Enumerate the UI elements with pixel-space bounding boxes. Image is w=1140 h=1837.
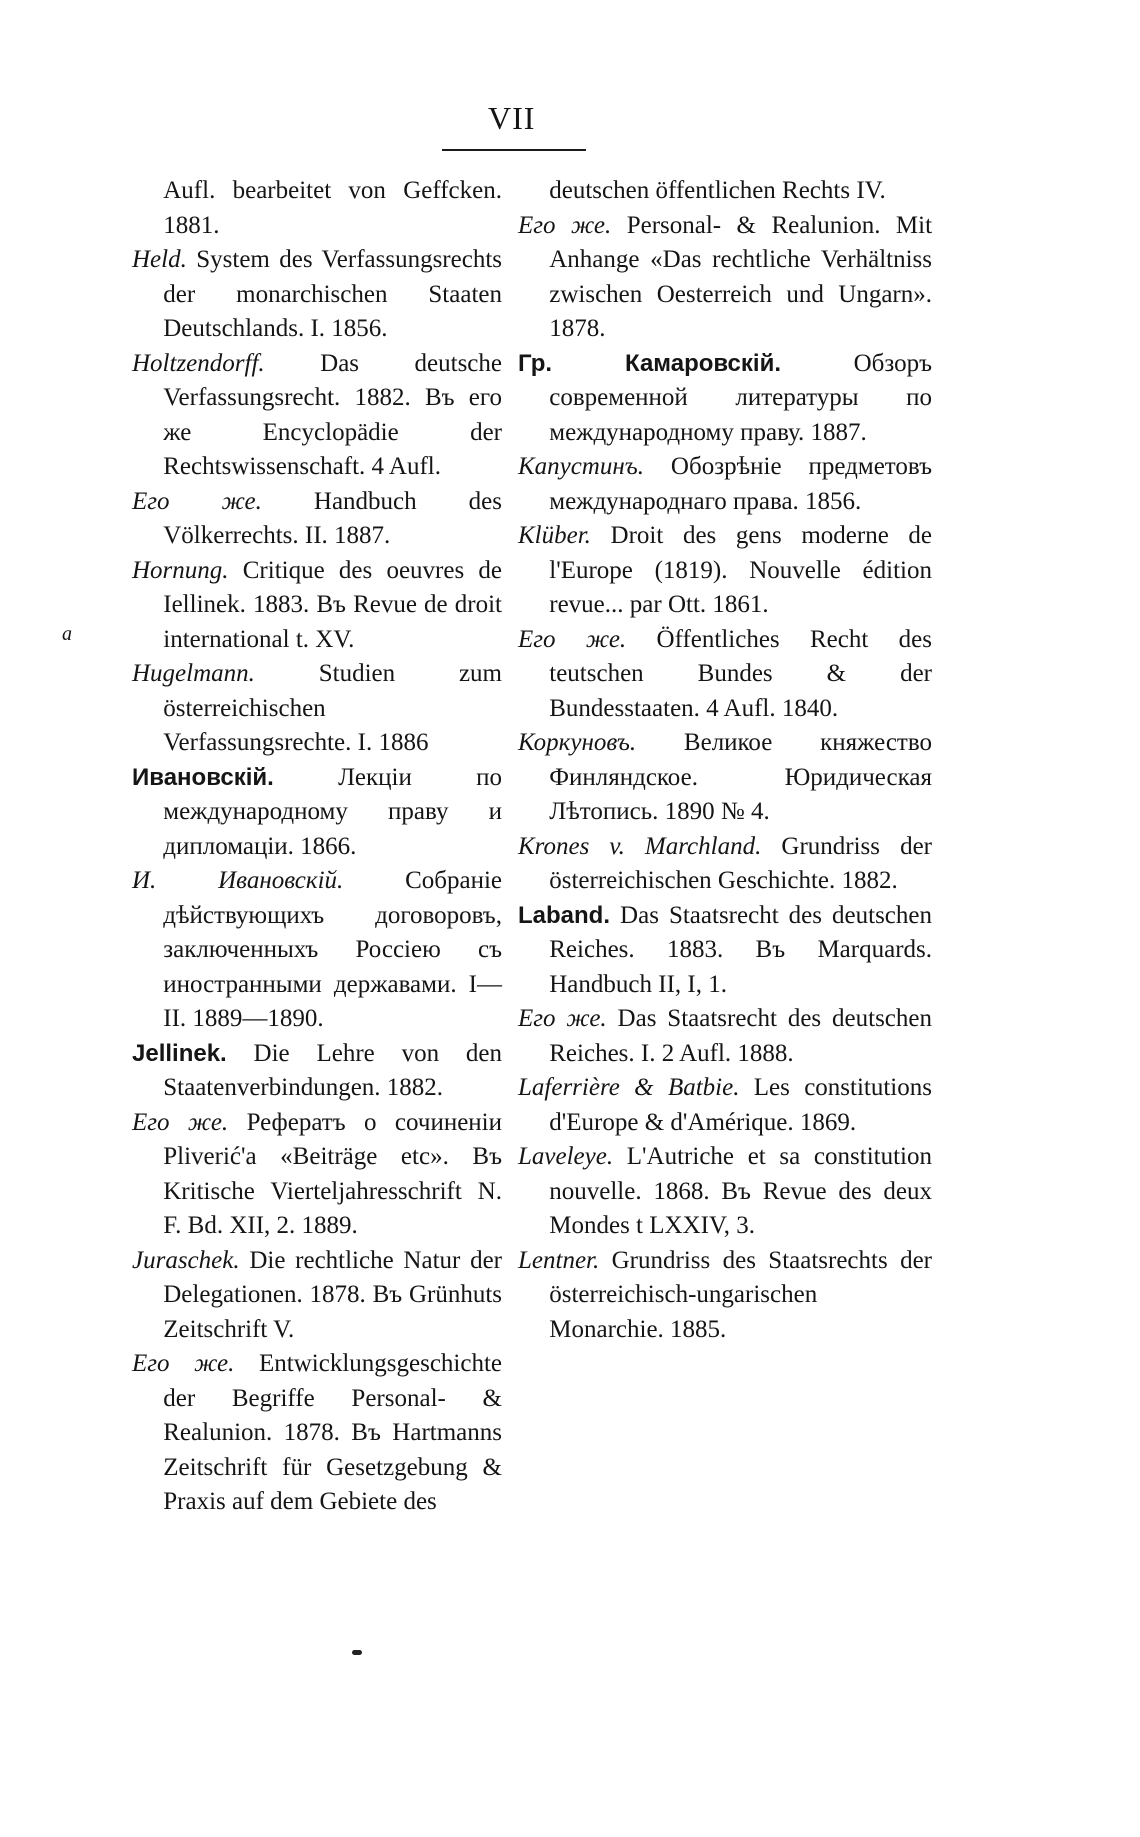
entry-author: Laferrière & Batbie. bbox=[518, 1074, 740, 1101]
entry-author: И. Ивановскій. bbox=[132, 867, 344, 894]
entry-author: Jellinek. bbox=[132, 1039, 227, 1067]
bibliography-entry bbox=[518, 174, 932, 209]
bibliography-entry bbox=[518, 830, 932, 899]
bibliography-column-right bbox=[518, 174, 932, 1347]
entry-text: Öffentliches Recht des teutschen Bundes & der Bundesstaaten. 4 Aufl. 1840. bbox=[549, 625, 933, 722]
entry-author: Его же. bbox=[518, 211, 612, 239]
entry-text: Handbuch des Völkerrechts. II. 1887. bbox=[163, 487, 502, 549]
entry-author: Его же. bbox=[132, 487, 262, 515]
entry-text: Studien zum österreichischen Verfassungsrechte. I. 1886 bbox=[163, 660, 502, 756]
bibliography-entry bbox=[132, 347, 502, 485]
entry-text: System des Verfassungsrechts der monarchischen Staaten Deutschlands. I. 1856. bbox=[163, 246, 502, 342]
entry-author: Его же. bbox=[132, 1350, 235, 1377]
bibliography-entry bbox=[132, 554, 502, 658]
bibliography-column-left bbox=[132, 174, 502, 1520]
entry-author: Hugelmann. bbox=[132, 660, 255, 687]
bibliography-entry bbox=[518, 1140, 932, 1244]
entry-text: Лекціи по международному праву и дипломаціи. 1866. bbox=[163, 763, 502, 860]
entry-text: Entwicklungsgeschichte der Begriffe Personal- & Realunion. 1878. Въ Hartmanns Zeitschrift für Gesetzgebung & Praxis auf dem Gebiete des bbox=[163, 1350, 503, 1515]
bibliography-entry bbox=[132, 485, 502, 554]
entry-text: Обозрѣніе предметовъ международнаго права. 1856. bbox=[549, 453, 932, 515]
entry-text: Die rechtliche Natur der Delegationen. 1878. Въ Grünhuts Zeitschrift V. bbox=[163, 1246, 502, 1343]
bibliography-entry bbox=[518, 899, 932, 1003]
bibliography-entry bbox=[132, 657, 502, 761]
bibliography-entry bbox=[518, 519, 932, 623]
entry-author: Holtzendorff. bbox=[132, 349, 265, 377]
entry-text: Aufl. bearbeitet von Geffcken. 1881. bbox=[163, 177, 502, 239]
bibliography-entry bbox=[518, 1244, 932, 1348]
bibliography-entry bbox=[132, 1037, 502, 1106]
bibliography-entry bbox=[132, 174, 502, 243]
entry-text: Les constitutions d'Europe & d'Amérique. 1869. bbox=[549, 1074, 932, 1136]
page-number-rule bbox=[442, 149, 586, 151]
entry-author: Lentner. bbox=[518, 1246, 600, 1274]
entry-author: Гр. Камаровскій. bbox=[518, 349, 781, 377]
entry-text: Grundriss des Staatsrechts der österreichisch-ungarischen Monarchie. 1885. bbox=[549, 1246, 932, 1343]
entry-text: L'Autriche et sa constitution nouvelle. 1868. Въ Revue des deux Mondes t LXXIV, 3. bbox=[549, 1143, 932, 1239]
entry-text: Рефератъ о сочиненіи Pliverić'a «Beiträge etc». Въ Kritische Vierteljahresschrift N. F. Bd. XII, 2. 1889. bbox=[163, 1108, 502, 1239]
margin-mark: a bbox=[62, 623, 72, 645]
entry-author: Его же. bbox=[518, 1005, 607, 1032]
bibliography-entry bbox=[518, 726, 932, 830]
entry-author: Капустинъ. bbox=[518, 453, 644, 480]
entry-author: Held. bbox=[132, 246, 187, 273]
entry-author: Hornung. bbox=[132, 556, 229, 584]
entry-text: Grundriss der österreichischen Geschichte. 1882. bbox=[549, 832, 932, 894]
entry-author: Krones v. Marchland. bbox=[518, 832, 762, 860]
ink-speck bbox=[352, 1650, 362, 1655]
entry-text: Собраніе дѣйствующихъ договоровъ, заключенныхъ Россіею съ иностранными державами. I—II. 1889—1890. bbox=[163, 867, 502, 1032]
entry-author: Klüber. bbox=[518, 522, 591, 549]
bibliography-entry bbox=[132, 243, 502, 347]
entry-text: Обзоръ современной литературы по международному праву. 1887. bbox=[549, 349, 932, 446]
entry-author: Laband. bbox=[518, 901, 611, 929]
bibliography-entry bbox=[132, 1106, 502, 1244]
bibliography-entry bbox=[132, 864, 502, 1037]
bibliography-entry bbox=[132, 1244, 502, 1348]
entry-text: Die Lehre von den Staatenverbindungen. 1882. bbox=[163, 1039, 502, 1101]
bibliography-entry bbox=[518, 1002, 932, 1071]
bibliography-entry bbox=[132, 761, 502, 865]
bibliography-entry bbox=[132, 1347, 502, 1520]
bibliography-entry bbox=[518, 450, 932, 519]
bibliography-entry bbox=[518, 1071, 932, 1140]
entry-text: Das Staatsrecht des deutschen Reiches. I. 2 Aufl. 1888. bbox=[549, 1005, 932, 1067]
bibliography-entry bbox=[518, 209, 932, 347]
entry-text: Personal- & Realunion. Mit Anhange «Das rechtliche Verhältniss zwischen Oesterreich und Ungarn». 1878. bbox=[549, 211, 933, 342]
entry-text: Das deutsche Verfassungsrecht. 1882. Въ его же Encyclopädie der Rechtswissenschaft. 4 Aufl. bbox=[163, 349, 502, 480]
bibliography-entry bbox=[518, 623, 932, 727]
bibliography-entry bbox=[518, 347, 932, 451]
page-number: VII bbox=[488, 100, 536, 136]
entry-author: Его же. bbox=[518, 625, 627, 653]
entry-author: Ивановскій. bbox=[132, 763, 274, 791]
entry-text: Droit des gens moderne de l'Europe (1819). Nouvelle édition revue... par Ott. 1861. bbox=[549, 522, 932, 618]
entry-text: Das Staatsrecht des deutschen Reiches. 1883. Въ Marquards. Handbuch II, I, 1. bbox=[549, 901, 932, 998]
entry-author: Его же. bbox=[132, 1108, 229, 1136]
entry-author: Juraschek. bbox=[132, 1246, 240, 1274]
entry-author: Коркуновъ. bbox=[518, 729, 637, 756]
entry-text: Critique des oeuvres de Iellinek. 1883. Въ Revue de droit international t. XV. bbox=[163, 556, 502, 653]
entry-text: Великое княжество Финляндское. Юридическая Лѣтопись. 1890 № 4. bbox=[549, 729, 932, 825]
entry-text: deutschen öffentlichen Rechts IV. bbox=[549, 177, 886, 204]
entry-author: Laveleye. bbox=[518, 1143, 614, 1170]
